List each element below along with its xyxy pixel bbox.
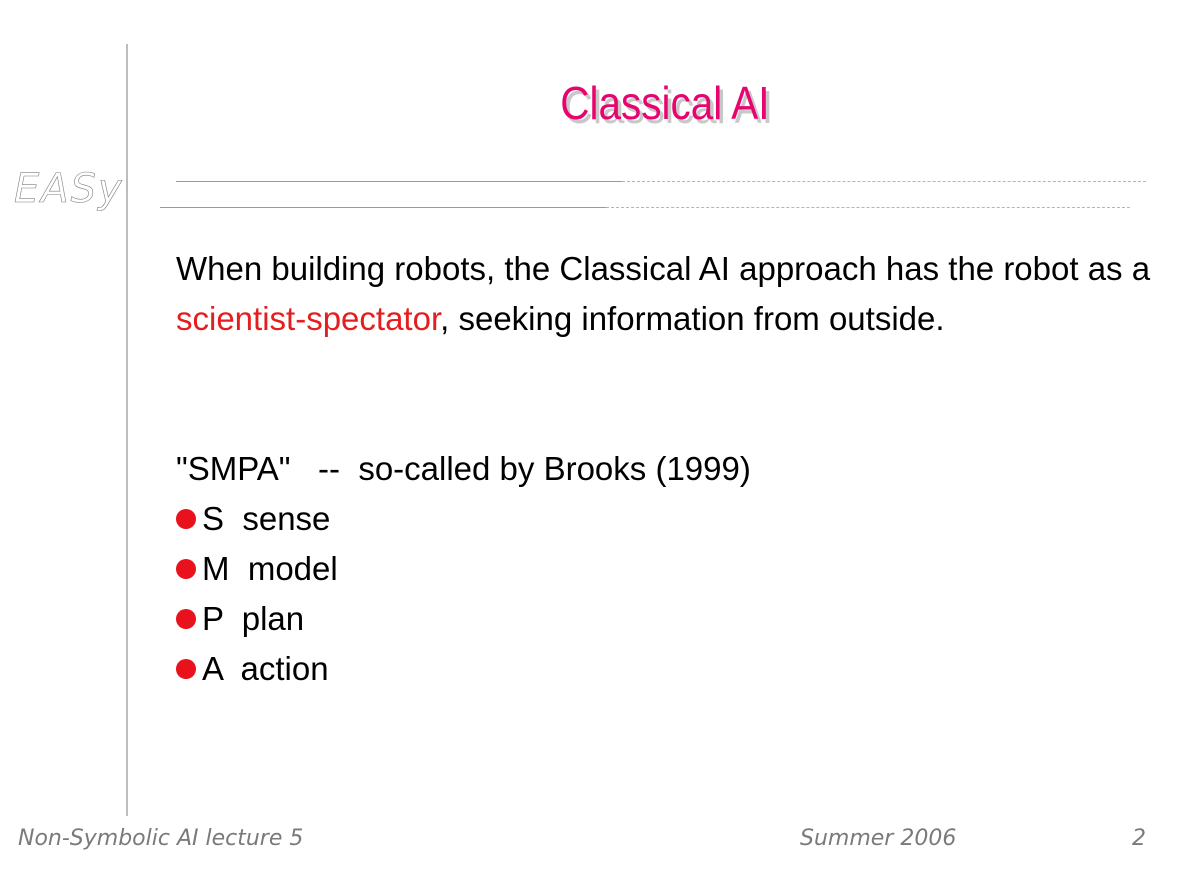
easy-logo: EASy <box>14 166 124 212</box>
smpa-heading-text: "SMPA" -- so-called by Brooks (1999) <box>176 450 751 487</box>
list-item <box>176 644 1166 694</box>
slide-title: Classical AI <box>560 77 770 129</box>
bullet-label: P plan <box>202 600 305 637</box>
bullet-label: M model <box>202 550 338 587</box>
bullet-dot-icon <box>176 509 196 529</box>
intro-paragraph <box>176 244 1166 344</box>
bullet-dot-icon <box>176 609 196 629</box>
header-rule-top-dashed <box>622 181 1146 182</box>
list-item <box>176 594 1166 644</box>
intro-text-part1: When building robots, the Classical AI approach has the robot as a <box>176 250 1151 287</box>
smpa-heading <box>176 444 1166 494</box>
list-item <box>176 544 1166 594</box>
header-rule-bottom-dashed <box>606 207 1130 208</box>
header-rule-bottom <box>160 207 606 208</box>
footer-date: Summer 2006 <box>800 826 957 851</box>
bullet-dot-icon <box>176 559 196 579</box>
footer-lecture: Non-Symbolic AI lecture 5 <box>18 826 304 851</box>
intro-text-part2: , seeking information from outside. <box>440 300 945 337</box>
left-vertical-rule <box>126 44 128 816</box>
intro-highlight: scientist-spectator <box>176 300 441 337</box>
header-rule-top <box>176 181 622 182</box>
slide-body <box>176 244 1166 694</box>
bullet-dot-icon <box>176 659 196 679</box>
footer-page-number: 2 <box>1132 826 1146 851</box>
slide-title-container <box>540 76 790 130</box>
list-item <box>176 494 1166 544</box>
bullet-label: A action <box>202 650 329 687</box>
bullet-label: S sense <box>202 500 331 537</box>
smpa-bullet-list <box>176 494 1166 694</box>
